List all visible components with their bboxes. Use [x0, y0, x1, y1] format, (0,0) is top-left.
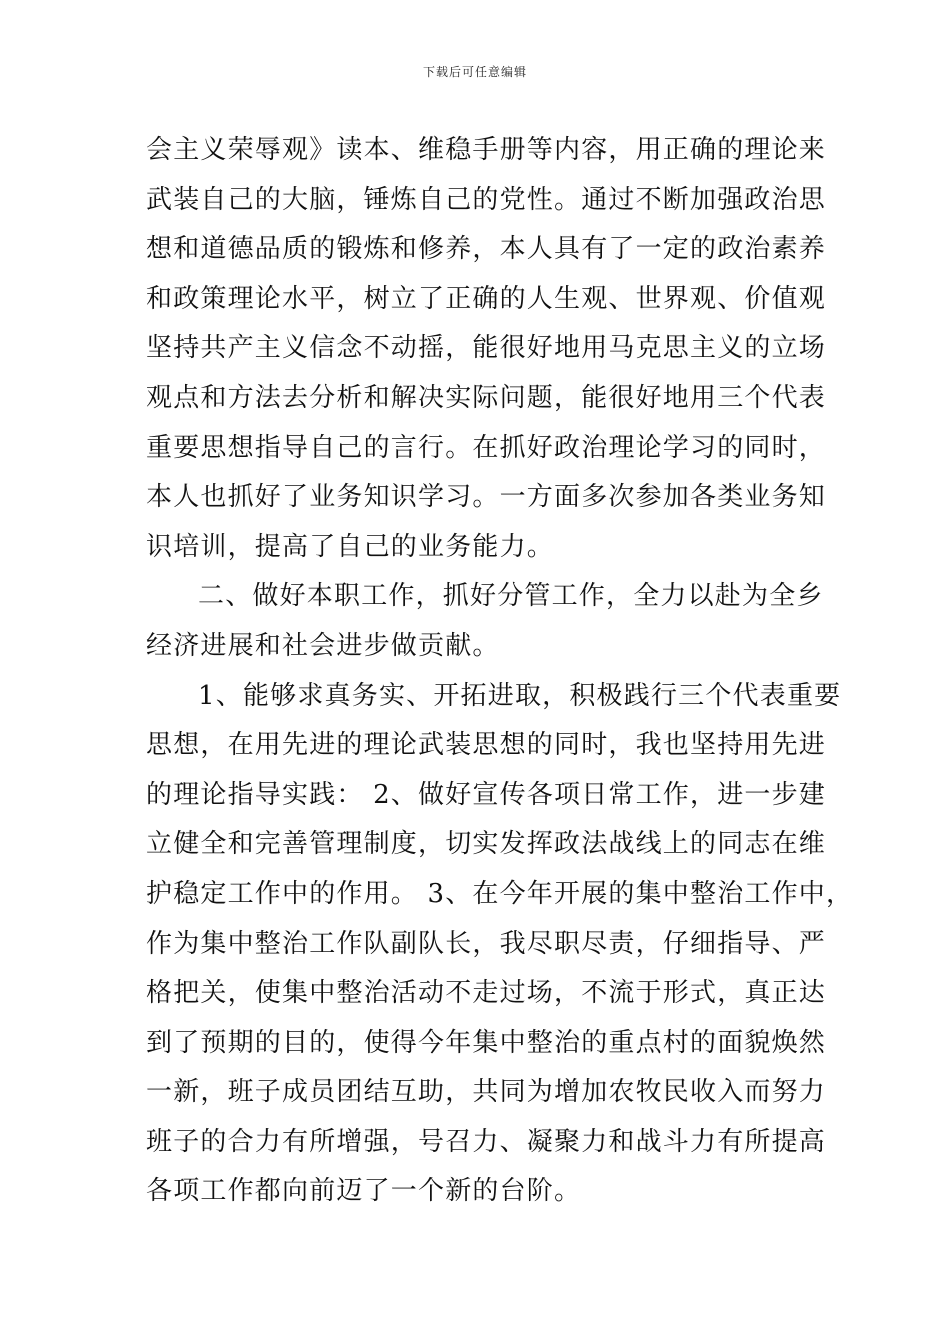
text-line: 和政策理论水平，树立了正确的人生观、世界观、价值观	[146, 283, 827, 314]
body-text	[146, 126, 854, 1217]
text-line: 作为集中整治工作队副队长，我尽职尽责，仔细指导、严	[146, 928, 827, 959]
text-line: 护稳定工作中的作用。 3、在今年开展的集中整治工作中，	[146, 878, 854, 909]
page-header: 下载后可任意编辑	[422, 65, 527, 79]
text-line: 识培训，提高了自己的业务能力。	[146, 531, 555, 562]
text-line: 的理论指导实践： 2、做好宣传各项日常工作，进一步建	[146, 779, 827, 810]
text-line: 班子的合力有所增强，号召力、凝聚力和战斗力有所提高	[146, 1126, 827, 1157]
text-line: 各项工作都向前迈了一个新的台阶。	[146, 1176, 582, 1207]
paragraph-start-line: 二、做好本职工作，抓好分管工作，全力以赴为全乡	[198, 581, 824, 612]
text-line: 本人也抓好了业务知识学习。一方面多次参加各类业务知	[146, 482, 827, 513]
text-line: 一新，班子成员团结互助，共同为增加农牧民收入而努力	[146, 1077, 827, 1108]
paragraph-start-line: 1、能够求真务实、开拓进取，积极践行三个代表重要	[198, 680, 842, 711]
text-line: 武装自己的大脑，锤炼自己的党性。通过不断加强政治思	[146, 184, 827, 215]
text-line: 重要思想指导自己的言行。在抓好政治理论学习的同时，	[146, 432, 827, 463]
text-line: 想和道德品质的锻炼和修养，本人具有了一定的政治素养	[146, 234, 827, 265]
text-line: 到了预期的目的，使得今年集中整治的重点村的面貌焕然	[146, 1027, 827, 1058]
text-line: 立健全和完善管理制度，切实发挥政法战线上的同志在维	[146, 829, 827, 860]
text-line: 观点和方法去分析和解决实际问题，能很好地用三个代表	[146, 382, 827, 413]
text-line: 坚持共产主义信念不动摇，能很好地用马克思主义的立场	[146, 333, 827, 364]
text-line: 会主义荣辱观》读本、维稳手册等内容，用正确的理论来	[146, 135, 827, 165]
text-line: 格把关，使集中整治活动不走过场，不流于形式，真正达	[146, 978, 827, 1009]
text-line: 经济进展和社会进步做贡献。	[146, 630, 500, 661]
text-line: 思想，在用先进的理论武装思想的同时，我也坚持用先进	[146, 730, 827, 761]
